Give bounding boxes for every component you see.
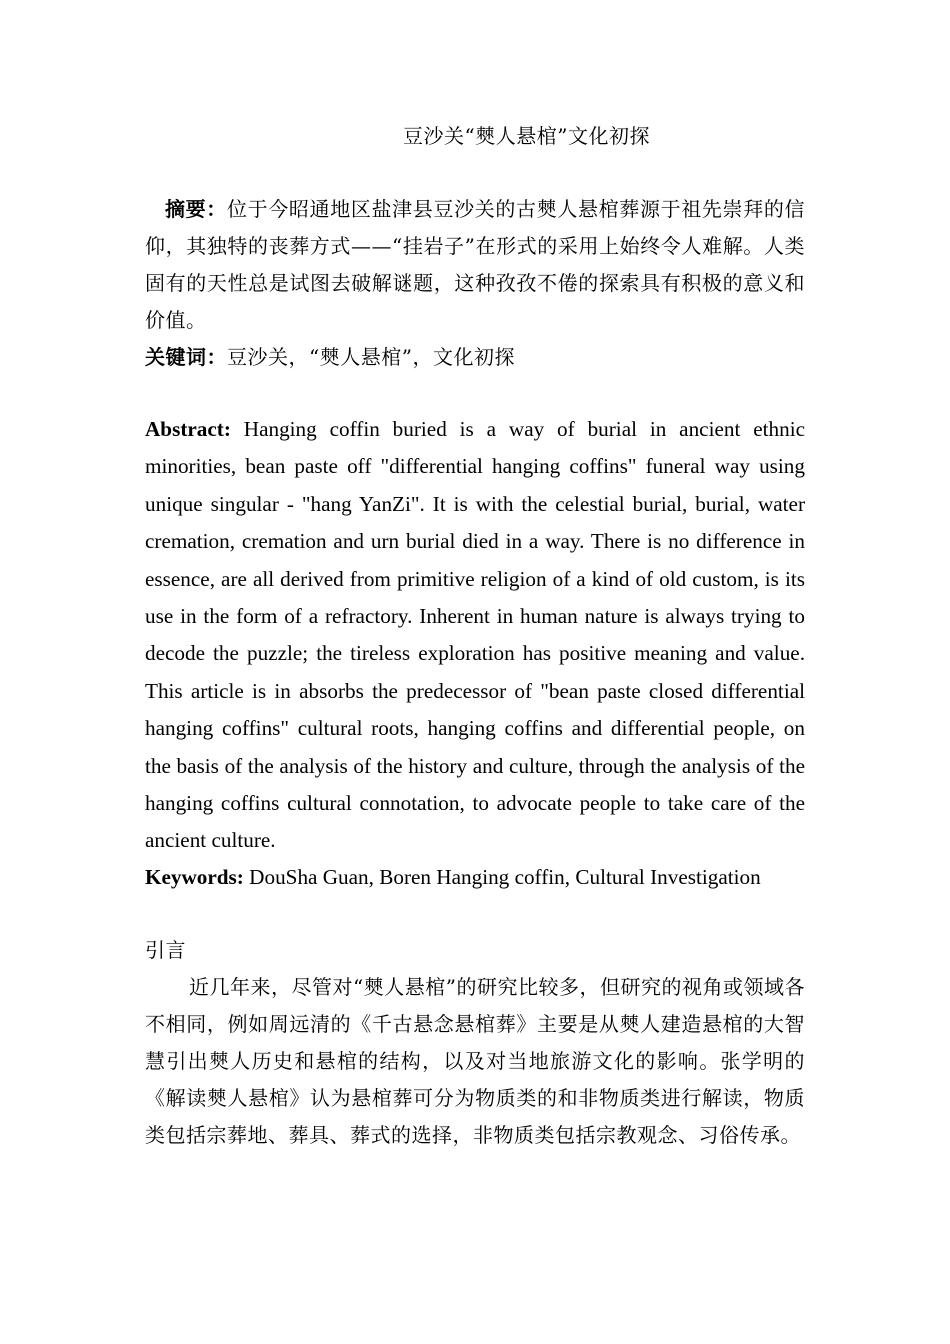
keywords-cn [145, 339, 805, 376]
abstract-en-text: Hanging coffin buried is a way of burial in ancient ethnic minorities, bean paste off "differential hanging coffins" funeral way using unique singular - "hang YanZi". It is with the celestial burial, burial, water cremation, cremation and urn burial died in a way. There is no difference in essence, are all derived from primitive religion of a kind of old custom, is its use in the form of a refractory. Inherent in human nature is always trying to decode the puzzle; the tireless exploration has positive meaning and value. This article is in absorbs the predecessor of "bean paste closed differential hanging coffins" cultural roots, hanging coffins and differential people, on the basis of the analysis of the history and culture, through the analysis of the hanging coffins cultural connotation, to advocate people to take care of the ancient culture. [145, 417, 805, 853]
keywords-en [145, 859, 825, 896]
abstract-en-label: Abstract: [145, 417, 231, 441]
keywords-en-text: DouSha Guan, Boren Hanging coffin, Cultural Investigation [243, 865, 761, 889]
abstract-en [145, 411, 805, 860]
paper-title: 豆沙关“僰人悬棺”文化初探 [403, 124, 650, 148]
abstract-cn [145, 191, 805, 339]
section-heading-introduction: 引言 [145, 938, 186, 962]
keywords-en-label: Keywords: [145, 865, 244, 889]
introduction-paragraph: 近几年来，尽管对“僰人悬棺”的研究比较多，但研究的视角或领域各不相同，例如周远清的《千古悬念悬棺葬》主要是从僰人建造悬棺的大智慧引出僰人历史和悬棺的结构，以及对当地旅游文化的影响。张学明的《解读僰人悬棺》认为悬棺葬可分为物质类的和非物质类进行解读，物质类包括宗葬地、葬具、葬式的选择，非物质类包括宗教观念、习俗传承。 [145, 975, 805, 1147]
keywords-cn-label: 关键词： [145, 345, 227, 369]
abstract-cn-label: 摘要： [165, 197, 227, 221]
abstract-cn-text: 位于今昭通地区盐津县豆沙关的古僰人悬棺葬源于祖先崇拜的信仰，其独特的丧葬方式——“挂岩子”在形式的采用上始终令人难解。人类固有的天性总是试图去破解谜题，这种孜孜不倦的探索具有积极的意义和价值。 [145, 197, 806, 332]
keywords-cn-text: 豆沙关，“僰人悬棺”，文化初探 [227, 345, 515, 369]
